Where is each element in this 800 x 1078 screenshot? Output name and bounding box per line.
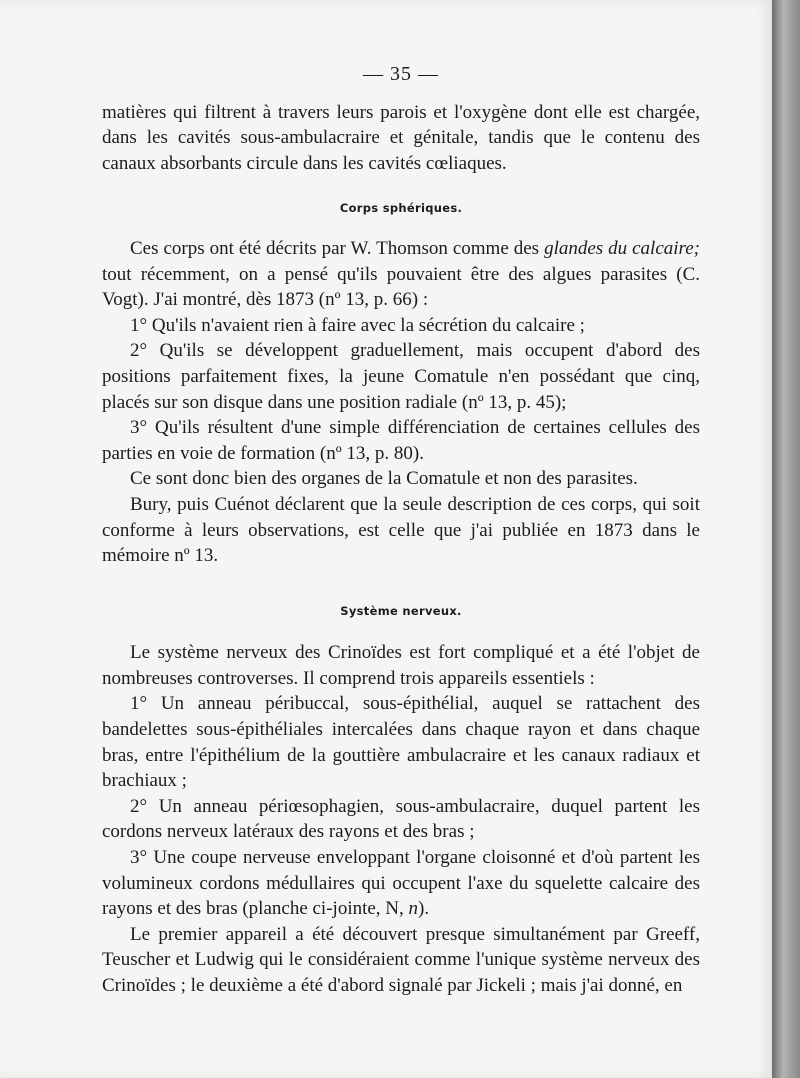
italic-n: n [408, 898, 419, 920]
paragraph-premier-appareil: Le premier appareil a été découvert presque simultanément par Greeff, Teuscher et Ludwig qui le considéraient comme l'unique système nerveux des Crinoïdes ; le deuxième a été d'abord signalé par Jickeli ; mais j'ai donné, en [102, 923, 700, 996]
section-title-systeme-nerveux: Système nerveux. [340, 603, 462, 618]
page-edge-shadow [772, 0, 800, 1078]
page-content [102, 62, 700, 999]
section-title-corps-spheriques: Corps sphériques. [339, 201, 463, 216]
nerve-item-3-end: ). [418, 898, 430, 920]
paragraph-bury-cuenot: Bury, puis Cuénot déclarent que la seule description de ces corps, qui soit conforme à leurs observations, est celle que j'ai publiée en 1873 dans le mémoire nº 13. [102, 493, 700, 567]
page-number: — 35 — [363, 63, 439, 85]
nerve-item-3 [102, 845, 700, 922]
list-item-3: 3° Qu'ils résultent d'une simple différenciation de certaines cellules des parties en voie de formation (nº 13, p. 80). [102, 417, 700, 464]
intro-paragraph: matières qui filtrent à travers leurs parois et l'oxygène dont elle est chargée, dans les cavités sous-ambulacraire et génitale, tandis que le contenu des canaux absorbants circule dans les cavités cœliaques. [102, 101, 700, 174]
list-item-1: 1° Qu'ils n'avaient rien à faire avec la sécrétion du calcaire ; [130, 314, 585, 336]
nerve-item-3-start: 3° Une coupe nerveuse enveloppant l'organe cloisonné et d'où partent les volumineux cordons médullaires qui occupent l'axe du squelette calcaire des rayons et des bras (planche ci-jointe, N, [102, 847, 700, 920]
paragraph-systeme-nerveux: Le système nerveux des Crinoïdes est fort compliqué et a été l'objet de nombreuses controverses. Il comprend trois appareils essentiels : [102, 642, 700, 689]
nerve-item-1: 1° Un anneau péribuccal, sous-épithélial, auquel se rattachent des bandelettes sous-épithéliales intercalées dans chaque rayon et dans chaque bras, entre l'épithélium de la gouttière ambulacraire et les canaux radiaux et brachiaux ; [102, 693, 700, 792]
italic-glandes-calcaire: glandes du calcaire; [544, 237, 700, 259]
paragraph-thomson-start: Ces corps ont été décrits par W. Thomson comme des [130, 237, 545, 259]
nerve-item-2: 2° Un anneau périœsophagien, sous-ambulacraire, duquel partent les cordons nerveux latéraux des rayons et des bras ; [102, 795, 700, 843]
paragraph-conclusion: Ce sont donc bien des organes de la Comatule et non des parasites. [130, 468, 638, 490]
list-item-2: 2° Qu'ils se développent graduellement, mais occupent d'abord des positions parfaitement fixes, la jeune Comatule n'en possédant que cinq, placés sur son disque dans une position radiale (nº 13, p. 45); [102, 340, 700, 413]
paragraph-thomson-end: tout récemment, on a pensé qu'ils pouvaient être des algues parasites (C. Vogt). J'ai montré, dès 1873 (nº 13, p. 66) : [102, 263, 700, 311]
paragraph-thomson [102, 236, 700, 313]
